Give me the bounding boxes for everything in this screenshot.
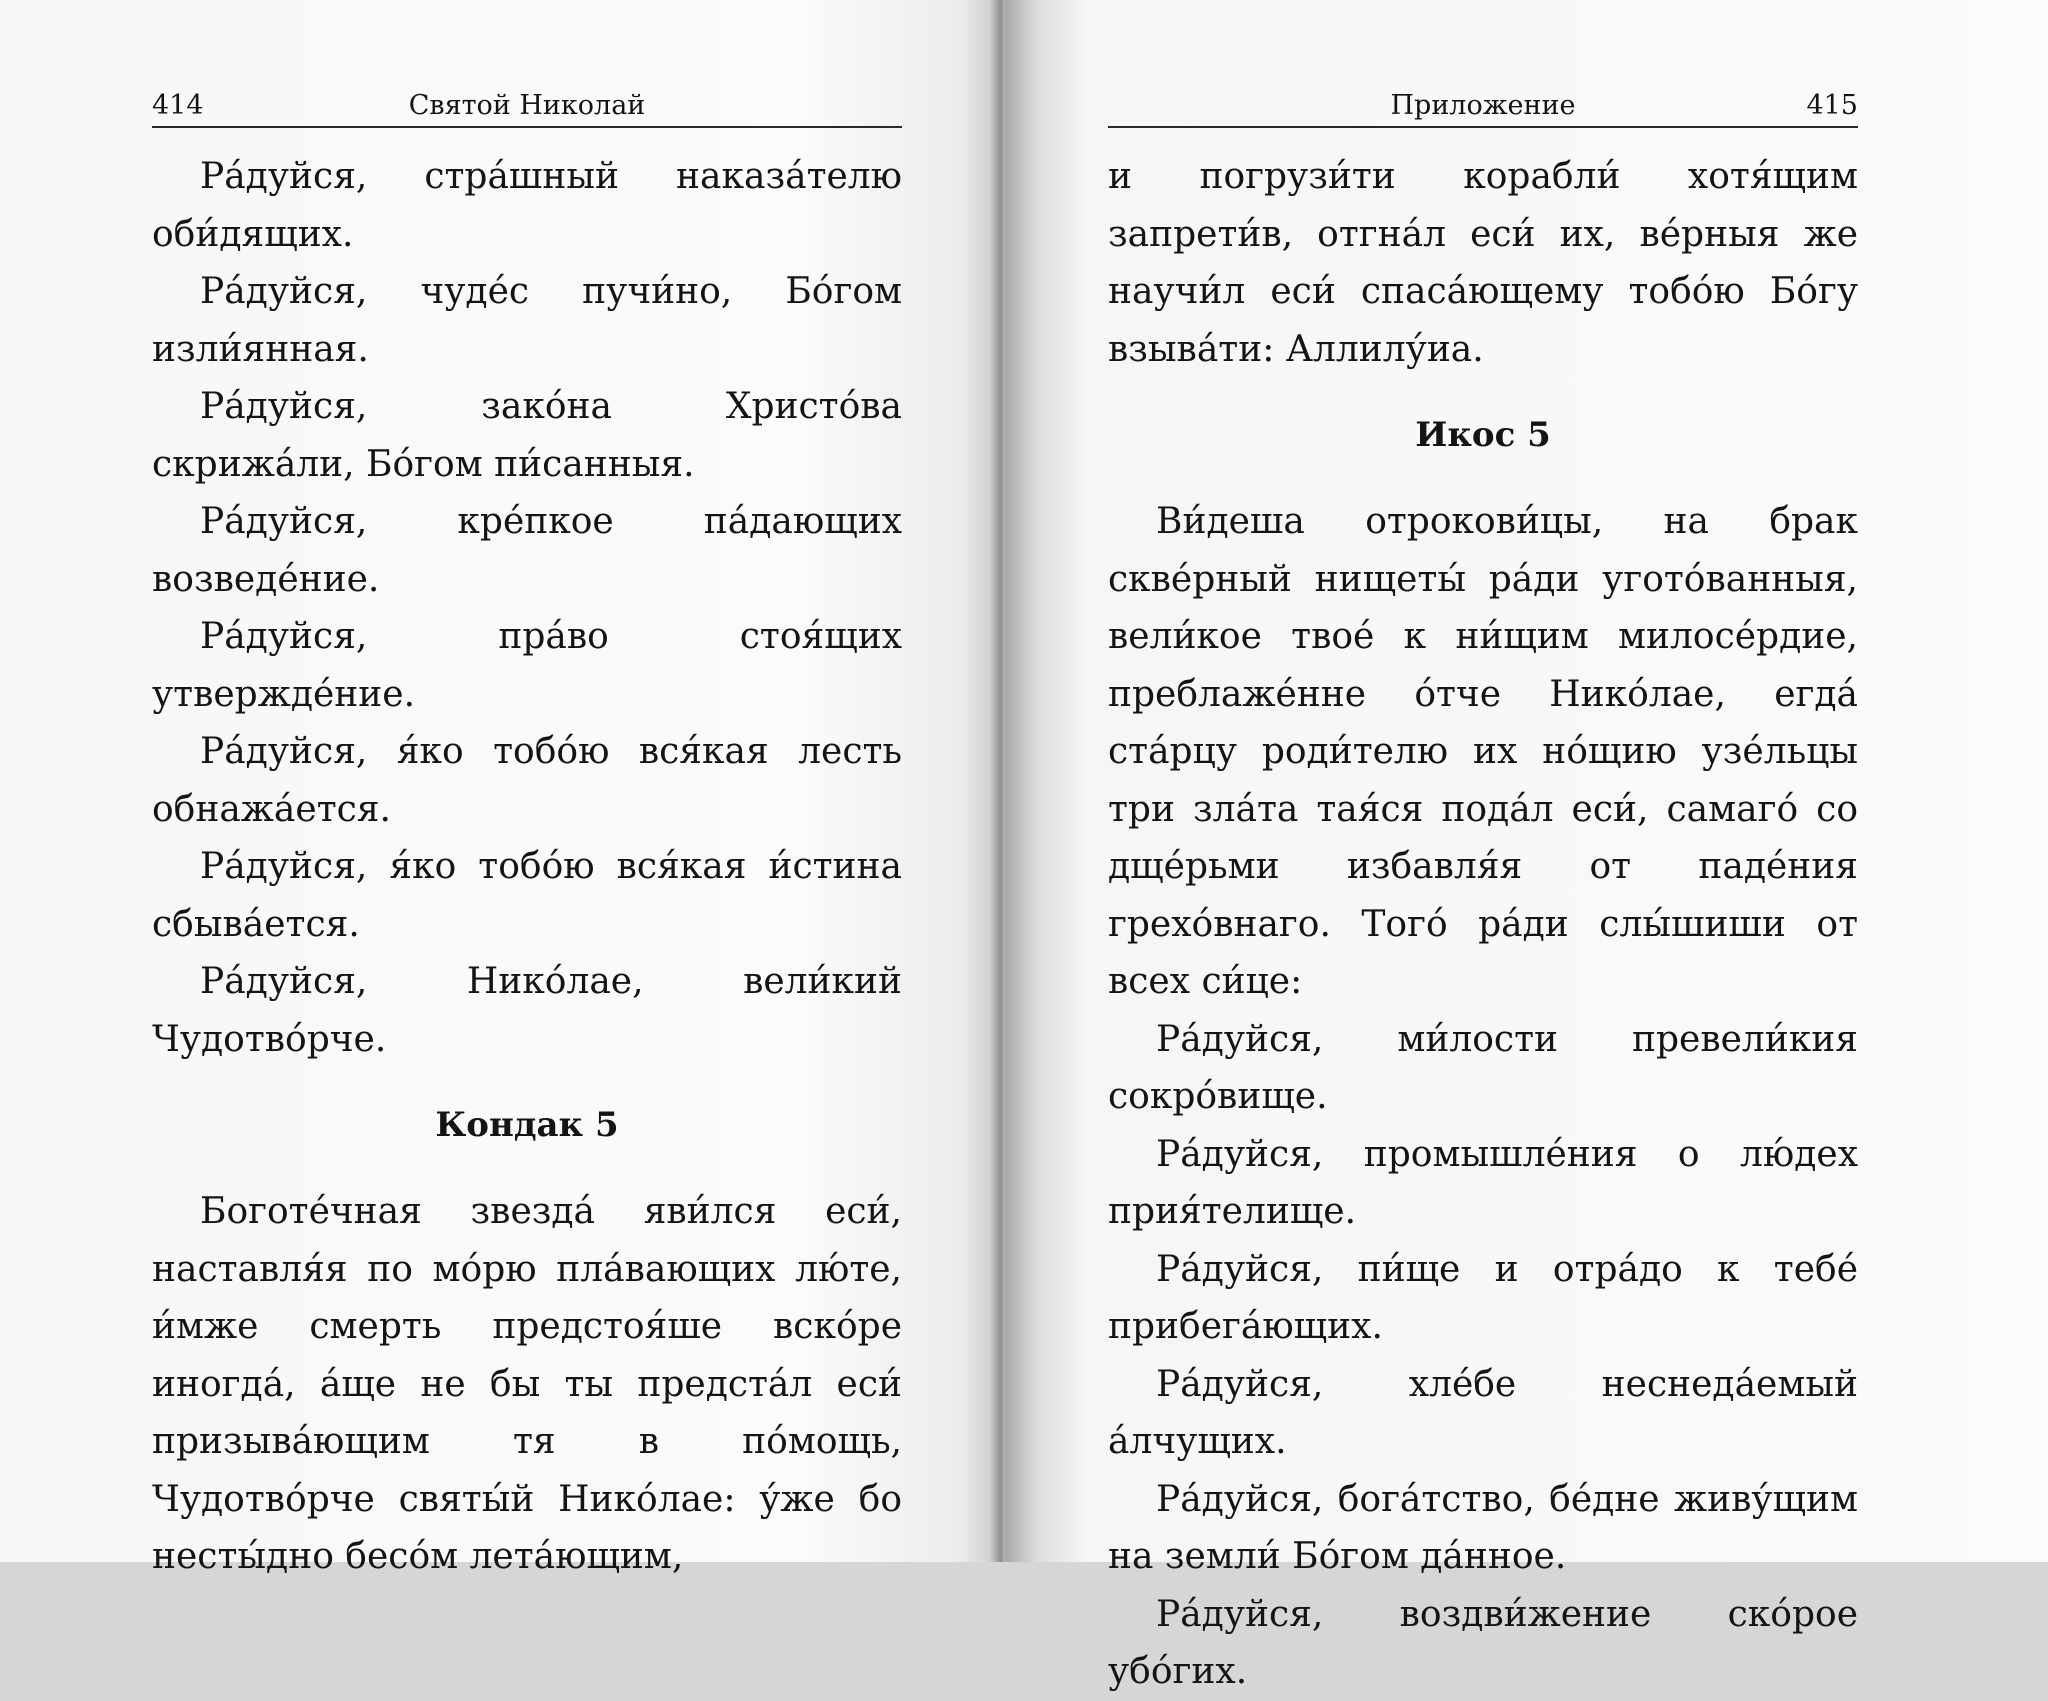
paragraph: Ра́дуйся, зако́на Христо́ва скрижа́ли, Бо́гом пи́санныя. [152,386,902,485]
paragraph: Ра́дуйся, чуде́с пучи́но, Бо́гом изли́янная. [152,271,902,370]
paragraph: Ра́дуйся, воздви́жение ско́рое убо́гих. [1108,1593,1858,1692]
section-heading-ikos-5: Икос 5 [1415,415,1551,455]
paragraph: Ра́дуйся, промышле́ния о лю́дех прия́телище. [1108,1133,1858,1232]
right-page-number: 415 [1806,90,1858,121]
paragraph: Ра́дуйся, Нико́лае, вели́кий Чудотво́рче. [152,961,902,1060]
paragraph: Ра́дуйся, хле́бе неснеда́емый а́лчущих. [1108,1363,1858,1462]
right-page [1005,0,2048,1692]
paragraph: Ра́дуйся, я́ко тобо́ю вся́кая лесть обнажа́ется. [152,731,902,830]
left-page [0,0,1000,1577]
left-page-text [152,148,902,1586]
paragraph: Ра́дуйся, пра́во стоя́щих утвержде́ние. [152,616,902,715]
paragraph: Ра́дуйся, бога́тство, бе́дне живу́щим на земли́ Бо́гом да́нное. [1108,1478,1858,1577]
paragraph: Ра́дуйся, я́ко тобо́ю вся́кая и́стина сбыва́ется. [152,846,902,945]
paragraph: Ра́дуйся, стра́шный наказа́телю оби́дящих. [152,156,902,255]
left-running-head [152,86,902,128]
paragraph: Ви́деша отрокови́цы, на брак скве́рный нищеты́ ра́ди угото́ванныя, вели́кое твое́ к ни́щим милосе́рдие, преблаже́нне о́тче Нико́лае, егда́ ста́рцу роди́телю их но́щию узе́льцы три зла́та тая́ся пода́л еси́, самаго́ со дще́рьми избавля́я от паде́ния грехо́внаго. Того́ ра́ди слы́шиши от всех си́це: [1108,501,1858,1002]
paragraph: Боготе́чная звезда́ яви́лся еси́, наставля́я по мо́рю пла́вающих лю́те, и́мже смерть предстоя́ше вско́ре иногда́, а́ще не бы ты предста́л еси́ призыва́ющим тя в по́мощь, Чудотво́рче святы́й Нико́лае: у́же бо несты́дно бесо́м лета́ющим, [152,1191,902,1577]
paragraph-continuation: и погрузи́ти корабли́ хотя́щим запрети́в, отгна́л еси́ их, ве́рныя же научи́л еси́ спаса́ющему тобо́ю Бо́гу взыва́ти: Аллилу́иа. [1108,156,1858,370]
paragraph: Ра́дуйся, ми́лости превели́кия сокро́вище. [1108,1018,1858,1117]
left-running-title: Святой Николай [408,90,646,121]
right-page-text [1108,148,1858,1701]
left-page-number: 414 [152,90,204,121]
right-running-title: Приложение [1390,90,1576,121]
section-heading-kondak-5: Кондак 5 [435,1105,619,1145]
paragraph: Ра́дуйся, кре́пкое па́дающих возведе́ние. [152,501,902,600]
paragraph: Ра́дуйся, пи́ще и отра́до к тебе́ прибега́ющих. [1108,1248,1858,1347]
right-running-head [1108,86,1858,128]
